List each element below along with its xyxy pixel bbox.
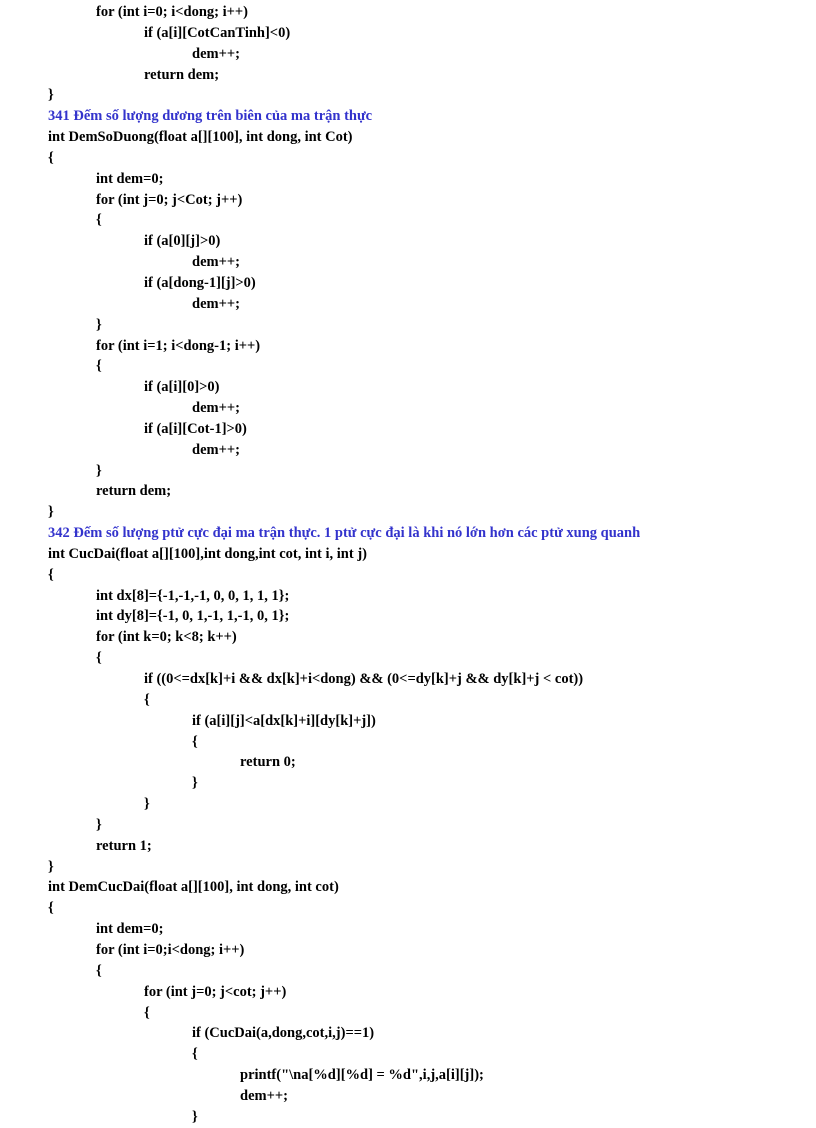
- code-line: if (a[i][Cot-1]>0): [144, 420, 247, 437]
- code-line: int dx[8]={-1,-1,-1, 0, 0, 1, 1, 1};: [96, 587, 290, 604]
- code-line: }: [48, 87, 54, 104]
- code-line: }: [192, 1108, 198, 1125]
- code-line: {: [48, 149, 54, 166]
- code-line: dem++;: [192, 441, 240, 458]
- code-line: if (a[dong-1][j]>0): [144, 274, 256, 291]
- code-line: if (a[0][j]>0): [144, 233, 221, 250]
- code-line: }: [48, 858, 54, 875]
- code-line: int DemSoDuong(float a[][100], int dong, int Cot): [48, 129, 353, 146]
- code-line: {: [144, 1004, 150, 1021]
- code-line: for (int i=0; i<dong; i++): [96, 4, 249, 20]
- code-line: }: [96, 462, 102, 479]
- code-line: }: [144, 796, 150, 813]
- section-heading: 342 Đếm số lượng ptử cực đại ma trận thực. 1 ptử cực đại là khi nó lớn hơn các ptử xung quanh: [48, 525, 641, 542]
- code-line: dem++;: [192, 295, 240, 312]
- code-line: }: [48, 504, 54, 521]
- code-line: }: [96, 816, 102, 833]
- section-heading: 341 Đếm số lượng dương trên biên của ma trận thực: [48, 108, 373, 125]
- code-line: {: [192, 1046, 198, 1063]
- code-line: {: [48, 566, 54, 583]
- code-line: dem++;: [192, 254, 240, 271]
- code-line: {: [144, 691, 150, 708]
- code-line: }: [192, 775, 198, 792]
- code-line: {: [192, 733, 198, 750]
- code-line: int dem=0;: [96, 170, 164, 187]
- code-line: {: [96, 212, 102, 229]
- code-line: if (a[i][j]<a[dx[k]+i][dy[k]+j]): [192, 712, 376, 729]
- code-line: int CucDai(float a[][100],int dong,int cot, int i, int j): [48, 545, 367, 562]
- code-line: dem++;: [192, 400, 240, 417]
- code-line: return dem;: [144, 66, 220, 83]
- code-line: for (int i=1; i<dong-1; i++): [96, 337, 261, 354]
- code-line: int dy[8]={-1, 0, 1,-1, 1,-1, 0, 1};: [96, 608, 290, 625]
- code-line: if (a[i][0]>0): [144, 379, 220, 396]
- code-line: dem++;: [240, 1087, 288, 1104]
- code-line: for (int j=0; j<cot; j++): [144, 983, 287, 1000]
- code-line: printf("\na[%d][%d] = %d",i,j,a[i][j]);: [240, 1067, 484, 1084]
- code-line: }: [96, 316, 102, 333]
- code-line: int DemCucDai(float a[][100], int dong, int cot): [48, 879, 339, 896]
- code-line: return dem;: [96, 483, 172, 500]
- code-line: {: [48, 900, 54, 917]
- code-line: {: [96, 650, 102, 667]
- code-line: return 0;: [240, 754, 296, 771]
- code-line: {: [96, 358, 102, 375]
- code-line: dem++;: [192, 45, 240, 62]
- code-line: if (a[i][CotCanTinh]<0): [144, 24, 291, 41]
- code-line: for (int k=0; k<8; k++): [96, 629, 237, 646]
- code-line: return 1;: [96, 837, 152, 854]
- code-document: [48, 2, 808, 1128]
- code-line: for (int j=0; j<Cot; j++): [96, 191, 243, 208]
- code-line: if ((0<=dx[k]+i && dx[k]+i<dong) && (0<=dy[k]+j && dy[k]+j < cot)): [144, 671, 584, 687]
- code-line: if (CucDai(a,dong,cot,i,j)==1): [192, 1025, 375, 1042]
- code-line: for (int i=0;i<dong; i++): [96, 941, 245, 958]
- code-line: int dem=0;: [96, 921, 164, 938]
- code-line: {: [96, 962, 102, 979]
